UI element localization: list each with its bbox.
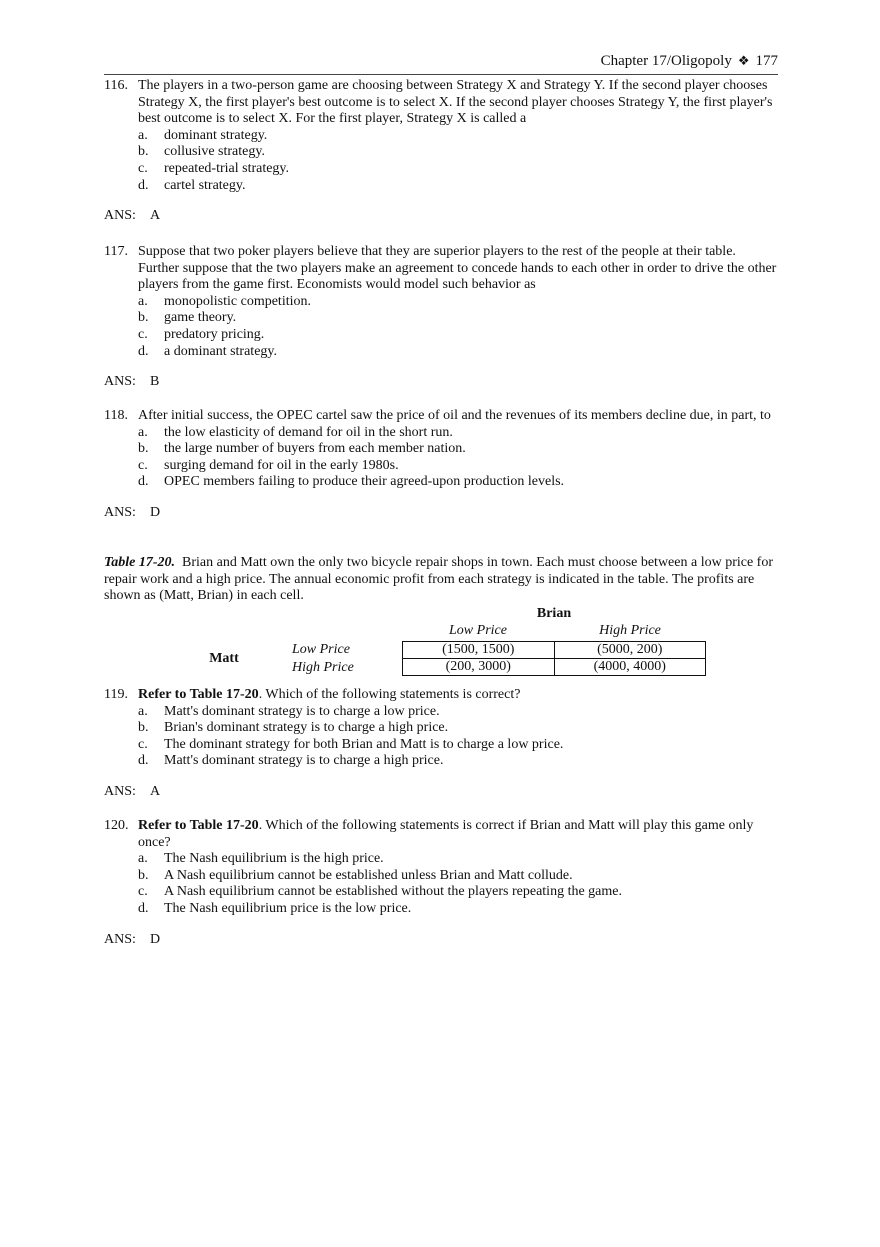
option-letter: b. bbox=[138, 867, 149, 883]
option-b bbox=[138, 310, 778, 327]
option-c bbox=[138, 327, 778, 344]
option-text: Matt's dominant strategy is to charge a high price. bbox=[164, 753, 444, 769]
option-letter: a. bbox=[138, 293, 148, 309]
column-header-high: High Price bbox=[599, 623, 661, 638]
row-header-high: High Price bbox=[292, 660, 354, 675]
question-117 bbox=[104, 244, 778, 391]
payoff-cell: (5000, 200) bbox=[554, 642, 706, 659]
answer-label: ANS: bbox=[104, 504, 136, 520]
question-number: 118. bbox=[104, 408, 128, 423]
option-a bbox=[138, 128, 778, 145]
answer-value: B bbox=[150, 374, 160, 390]
page-number: 177 bbox=[755, 53, 778, 69]
option-letter: c. bbox=[138, 736, 148, 752]
option-letter: d. bbox=[138, 474, 149, 490]
option-letter: c. bbox=[138, 160, 148, 176]
option-d bbox=[138, 344, 778, 361]
option-letter: d. bbox=[138, 753, 149, 769]
option-text: OPEC members failing to produce their agreed-upon production levels. bbox=[164, 474, 565, 490]
option-c bbox=[138, 884, 778, 901]
option-text: cartel strategy. bbox=[164, 177, 246, 193]
question-119 bbox=[104, 687, 778, 801]
option-text: repeated-trial strategy. bbox=[164, 160, 290, 176]
row-player-name: Matt bbox=[209, 651, 239, 666]
option-text: A Nash equilibrium cannot be established without the players repeating the game. bbox=[164, 884, 622, 900]
question-stem: . Which of the following statements is correct? bbox=[258, 687, 521, 702]
option-a bbox=[138, 425, 778, 442]
option-c bbox=[138, 458, 778, 475]
question-116 bbox=[104, 78, 778, 225]
option-letter: b. bbox=[138, 310, 149, 326]
question-120 bbox=[104, 818, 778, 948]
question-number: 117. bbox=[104, 244, 128, 259]
payoff-cell: (4000, 4000) bbox=[554, 659, 706, 676]
question-118 bbox=[104, 408, 778, 522]
option-text: game theory. bbox=[164, 310, 237, 326]
question-stem: Suppose that two poker players believe that they are superior players to the rest of the people at their table. Further suppose that the two players make an agreement to concede hands to each other in order to drive the other players from the game first. Economists would model such behavior as bbox=[138, 244, 777, 293]
option-d bbox=[138, 178, 778, 195]
option-letter: a. bbox=[138, 127, 148, 143]
option-letter: d. bbox=[138, 177, 149, 193]
option-text: predatory pricing. bbox=[164, 326, 265, 342]
answer-value: D bbox=[150, 504, 161, 520]
option-text: monopolistic competition. bbox=[164, 293, 311, 309]
option-letter: b. bbox=[138, 144, 149, 160]
option-a bbox=[138, 851, 778, 868]
question-stem-wrapper bbox=[138, 818, 778, 851]
question-number: 116. bbox=[104, 78, 128, 93]
answer-label: ANS: bbox=[104, 374, 136, 390]
answer-line bbox=[104, 374, 778, 391]
option-text: collusive strategy. bbox=[164, 144, 265, 160]
option-text: the large number of buyers from each member nation. bbox=[164, 441, 466, 457]
option-a bbox=[138, 294, 778, 311]
question-stem: . Which of the following statements is correct if Brian and Matt will play this game only once? bbox=[138, 818, 754, 850]
answer-line bbox=[104, 505, 778, 522]
option-list bbox=[138, 294, 778, 360]
question-stem-wrapper bbox=[138, 687, 778, 704]
option-b bbox=[138, 720, 778, 737]
table-intro bbox=[104, 555, 778, 605]
option-b bbox=[138, 441, 778, 458]
answer-value: D bbox=[150, 931, 161, 947]
option-letter: c. bbox=[138, 457, 148, 473]
answer-label: ANS: bbox=[104, 931, 136, 947]
option-b bbox=[138, 868, 778, 885]
option-text: The Nash equilibrium is the high price. bbox=[164, 851, 384, 867]
table-row bbox=[403, 659, 706, 676]
answer-value: A bbox=[150, 783, 161, 799]
option-c bbox=[138, 737, 778, 754]
option-text: a dominant strategy. bbox=[164, 343, 278, 359]
payoff-cell: (200, 3000) bbox=[403, 659, 555, 676]
question-stem: The players in a two-person game are choosing between Strategy X and Strategy Y. If the second player chooses Strategy X, the first player's best outcome is to select X. If the second player chooses Strategy Y, the first player's best outcome is to select X. For the first player, Strategy X is called a bbox=[138, 78, 773, 127]
answer-line bbox=[104, 208, 778, 225]
option-list bbox=[138, 128, 778, 194]
option-d bbox=[138, 753, 778, 770]
option-letter: c. bbox=[138, 326, 148, 342]
payoff-cell: (1500, 1500) bbox=[403, 642, 555, 659]
option-text: A Nash equilibrium cannot be established unless Brian and Matt collude. bbox=[164, 867, 573, 883]
answer-value: A bbox=[150, 208, 161, 224]
option-text: dominant strategy. bbox=[164, 127, 268, 143]
option-list bbox=[138, 851, 778, 917]
table-reference: Refer to Table 17-20 bbox=[138, 818, 259, 833]
answer-label: ANS: bbox=[104, 208, 136, 224]
option-letter: a. bbox=[138, 851, 148, 867]
option-a bbox=[138, 704, 778, 721]
option-letter: a. bbox=[138, 424, 148, 440]
payoff-matrix bbox=[104, 606, 778, 676]
table-row bbox=[403, 642, 706, 659]
diamond-icon: ❖ bbox=[737, 54, 750, 69]
option-d bbox=[138, 901, 778, 918]
option-b bbox=[138, 144, 778, 161]
answer-line bbox=[104, 784, 778, 801]
option-text: The Nash equilibrium price is the low price. bbox=[164, 900, 412, 916]
option-c bbox=[138, 161, 778, 178]
option-list bbox=[138, 425, 778, 491]
option-letter: d. bbox=[138, 900, 149, 916]
chapter-title: Chapter 17/Oligopoly bbox=[600, 53, 732, 69]
row-header-low: Low Price bbox=[292, 642, 350, 657]
option-letter: b. bbox=[138, 441, 149, 457]
table-reference: Refer to Table 17-20 bbox=[138, 687, 259, 702]
answer-label: ANS: bbox=[104, 783, 136, 799]
option-text: surging demand for oil in the early 1980s. bbox=[164, 457, 399, 473]
question-number: 120. bbox=[104, 818, 129, 833]
payoff-grid bbox=[402, 641, 706, 676]
page-header bbox=[104, 52, 778, 75]
answer-line bbox=[104, 932, 778, 949]
option-list bbox=[138, 704, 778, 770]
table-intro-text: Brian and Matt own the only two bicycle repair shops in town. Each must choose between a low price for repair work and a high price. The annual economic profit from each strategy is indicated in the table. The profits are shown as (Matt, Brian) in each cell. bbox=[104, 555, 773, 604]
option-text: Matt's dominant strategy is to charge a low price. bbox=[164, 703, 440, 719]
column-player-name: Brian bbox=[536, 606, 572, 621]
table-label: Table 17-20. bbox=[104, 555, 176, 570]
option-text: the low elasticity of demand for oil in the short run. bbox=[164, 424, 453, 440]
question-number: 119. bbox=[104, 687, 128, 702]
option-letter: d. bbox=[138, 343, 149, 359]
question-stem: After initial success, the OPEC cartel saw the price of oil and the revenues of its members decline due, in part, to bbox=[138, 408, 771, 423]
option-d bbox=[138, 474, 778, 491]
option-text: Brian's dominant strategy is to charge a high price. bbox=[164, 720, 449, 736]
option-letter: c. bbox=[138, 884, 148, 900]
option-letter: b. bbox=[138, 720, 149, 736]
option-letter: a. bbox=[138, 703, 148, 719]
column-header-low: Low Price bbox=[449, 623, 507, 638]
option-text: The dominant strategy for both Brian and Matt is to charge a low price. bbox=[164, 736, 564, 752]
